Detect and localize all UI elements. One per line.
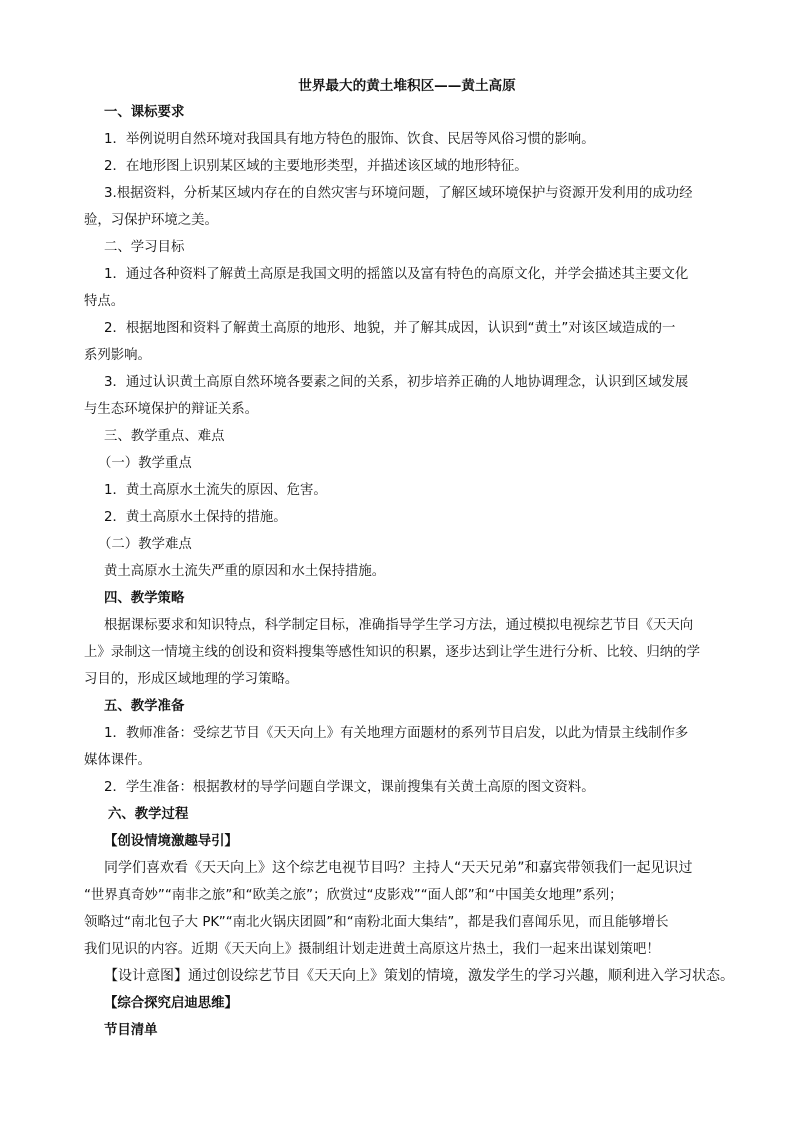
key-point-item-2: 2．黄土高原水土保持的措施。 (104, 510, 287, 525)
curriculum-item-1: 1．举例说明自然环境对我国具有地方特色的服饰、饮食、民居等风俗习惯的影响。 (104, 132, 595, 147)
goal-item-3-line2: 与生态环境保护的辩证关系。 (84, 402, 259, 417)
scenario-paragraph-line1: 同学们喜欢看《天天向上》这个综艺电视节目吗？主持人“天天兄弟”和嘉宾带领我们一起见识过 (104, 860, 693, 876)
goal-item-1-line2: 特点。 (84, 294, 125, 309)
section-heading-strategy: 四、教学策略 (104, 591, 185, 606)
subheading-scenario: 【创设情境激趣导引】 (104, 834, 238, 849)
strategy-paragraph-line3: 习目的，形成区域地理的学习策略。 (84, 672, 299, 687)
section-heading-curriculum: 一、课标要求 (104, 105, 185, 120)
document-title: 世界最大的黄土堆积区——黄土高原 (298, 78, 516, 94)
strategy-paragraph-line2: 上》录制这一情境主线的创设和资料搜集等感性知识的积累，逐步达到让学生进行分析、比较、归纳的学 (84, 645, 700, 660)
preparation-item-1-line2: 媒体课件。 (84, 753, 151, 768)
curriculum-item-3-line1: 3.根据资料，分析某区域内存在的自然灾害与环境问题，了解区域环境保护与资源开发利用的成功经 (104, 186, 693, 201)
section-heading-key-points: 三、教学重点、难点 (104, 429, 225, 444)
strategy-paragraph-line1: 根据课标要求和知识特点，科学制定目标，准确指导学生学习方法，通过模拟电视综艺节目《天天向 (104, 618, 694, 633)
key-point-item-1: 1．黄土高原水土流失的原因、危害。 (104, 483, 327, 498)
section-heading-preparation: 五、教学准备 (104, 699, 185, 714)
subheading-key-points: （一）教学重点 (98, 456, 192, 471)
scenario-paragraph-line4: 我们见识的内容。近期《天天向上》摄制组计划走进黄土高原这片热土，我们一起来出谋划策吧！ (84, 942, 660, 957)
preparation-item-1-line1: 1．教师准备：受综艺节目《天天向上》有关地理方面题材的系列节目启发，以此为情景主线制作多 (104, 726, 689, 741)
scenario-paragraph-line3: 领略过“南北包子大 PK”“南北火锅庆团圆”和“南粉北面大集结”，都是我们喜闻乐见，而且能够增长 (84, 915, 669, 930)
goal-item-3-line1: 3．通过认识黄土高原自然环境各要素之间的关系，初步培养正确的人地协调理念，认识到区域发展 (104, 375, 689, 390)
curriculum-item-3-line2: 验，习保护环境之美。 (84, 213, 218, 228)
section-heading-process: 六、教学过程 (108, 807, 189, 822)
difficulty-text: 黄土高原水土流失严重的原因和水土保持措施。 (104, 564, 386, 579)
preparation-item-2: 2．学生准备：根据教材的导学问题自学课文，课前搜集有关黄土高原的图文资料。 (104, 780, 595, 795)
curriculum-item-2: 2．在地形图上识别某区域的主要地形类型，并描述该区域的地形特征。 (104, 159, 528, 174)
subheading-inquiry: 【综合探究启迪思维】 (104, 996, 238, 1011)
goal-item-1-line1: 1．通过各种资料了解黄土高原是我国文明的摇篮以及富有特色的高原文化，并学会描述其主要文化 (104, 267, 689, 282)
design-intent-text: 通过创设综艺节目《天天向上》策划的情境，激发学生的学习兴趣，顺利进入学习状态。 (188, 968, 734, 984)
scenario-paragraph-line2: “世界真奇妙”“南非之旅”和“欧美之旅”；欣赏过“皮影戏”“面人郎”和“中国美女地理”系列； (84, 888, 623, 903)
section-heading-goals: 二、学习目标 (104, 240, 185, 255)
subheading-difficulties: （二）教学难点 (98, 537, 192, 552)
goal-item-2-line1: 2．根据地图和资料了解黄土高原的地形、地貌，并了解其成因，认识到“黄土”对该区域造成的一 (104, 321, 676, 336)
goal-item-2-line2: 系列影响。 (84, 348, 151, 363)
design-intent-label: 【设计意图】 (104, 968, 188, 984)
program-list-label: 节目清单 (104, 1023, 158, 1038)
design-intent (104, 963, 734, 990)
